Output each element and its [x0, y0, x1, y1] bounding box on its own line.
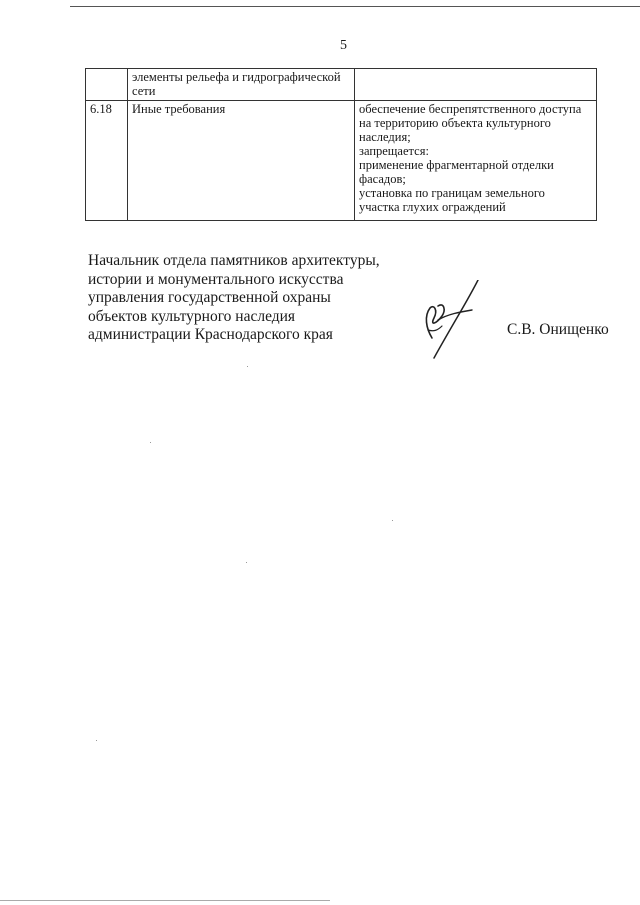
position-line: истории и монументального искусства	[88, 270, 344, 288]
row-value-line: участка глухих ограждений	[359, 200, 506, 214]
table-row	[86, 69, 597, 101]
table-row	[86, 101, 597, 221]
position-line: администрации Краснодарского края	[88, 326, 333, 343]
row-value-line: наследия;	[359, 130, 411, 144]
row-name-line: сети	[132, 84, 156, 98]
scan-speck	[246, 562, 247, 563]
row-name-line: Иные требования	[132, 102, 226, 116]
row-value	[355, 69, 597, 101]
position-line: объектов культурного наследия	[88, 307, 296, 325]
scan-speck	[247, 366, 248, 367]
signatory-name: С.В. Онищенко	[507, 321, 609, 338]
row-number	[86, 69, 128, 101]
bottom-scan-rule	[0, 900, 330, 901]
position-line: управления государственной охраны	[88, 289, 331, 306]
row-number: 6.18	[86, 101, 128, 221]
row-value-line: обеспечение беспрепятственного доступа	[359, 102, 582, 116]
scan-speck	[392, 520, 393, 521]
row-value	[355, 101, 597, 221]
row-name	[128, 69, 355, 101]
row-value-line: на территорию объекта культурного	[359, 116, 551, 130]
position-line: Начальник отдела памятников архитектуры,	[88, 252, 380, 269]
scan-speck	[96, 740, 97, 741]
top-scan-rule	[70, 6, 640, 7]
handwritten-signature	[408, 280, 488, 360]
row-value-line: запрещается:	[359, 144, 429, 158]
row-name	[128, 101, 355, 221]
row-value-line: применение фрагментарной отделки	[359, 158, 554, 172]
row-value-line: фасадов;	[359, 172, 406, 186]
row-name-line: элементы рельефа и гидрографической	[132, 70, 341, 84]
page-number: 5	[340, 38, 347, 53]
requirements-table	[85, 68, 597, 221]
signatory-position	[88, 252, 380, 345]
row-value-line: установка по границам земельного	[359, 186, 545, 200]
scan-speck	[150, 442, 151, 443]
